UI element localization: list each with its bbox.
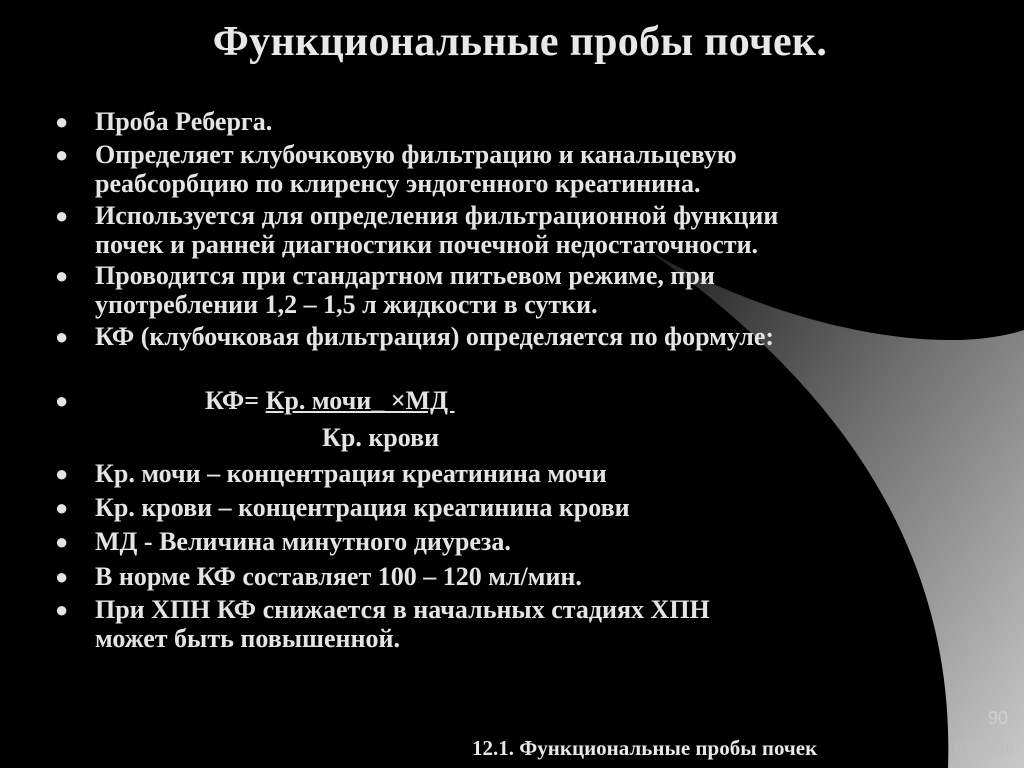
bullet-dot-icon: ● <box>55 324 69 349</box>
bullet-item <box>55 201 955 259</box>
bullet-text: При ХПН КФ снижается в начальных стадиях ХПН может быть повышенной. <box>95 595 710 653</box>
bullet-item <box>55 595 955 653</box>
bullet-text: Проба Реберга. <box>95 107 273 136</box>
bullet-text: Кр. мочи – концентрация креатинина мочи <box>95 459 607 488</box>
bullet-dot-icon: ● <box>55 461 69 486</box>
slide-date: 07.08.16 <box>954 738 1014 757</box>
bullet-dot-icon: ● <box>55 529 69 554</box>
bullet-text: Используется для определения фильтрационной функции почек и ранней диагностики почечной недостаточности. <box>95 201 779 259</box>
bullet-text: В норме КФ составляет 100 – 120 мл/мин. <box>95 562 582 591</box>
bullet-item <box>55 493 955 522</box>
bullet-item <box>55 140 955 198</box>
bullet-item <box>55 261 955 319</box>
bullet-text: Определяет клубочковую фильтрацию и канальцевую реабсорбцию по клиренсу эндогенного креатинина. <box>95 140 737 198</box>
footer-title: 12.1. Функциональные пробы почек <box>472 736 818 760</box>
page-number: 90 <box>987 708 1008 728</box>
bullet-dot-icon: ● <box>55 564 69 589</box>
bullet-item <box>55 322 955 351</box>
formula-denominator: Кр. крови <box>322 423 440 452</box>
bullet-text: КФ (клубочковая фильтрация) определяется по формуле: <box>95 322 775 351</box>
bullet-dot-icon: ● <box>55 203 69 228</box>
bullet-dot-icon: ● <box>55 109 69 134</box>
bullet-dot-icon: ● <box>55 495 69 520</box>
slide-title: Функциональные пробы почек. <box>212 19 828 65</box>
bullet-item <box>55 562 955 591</box>
bullet-dot-icon: ● <box>55 388 69 413</box>
bullet-item <box>55 459 955 488</box>
bullet-text: Проводится при стандартном питьевом режиме, при употреблении 1,2 – 1,5 л жидкости в сутки. <box>95 261 715 319</box>
bullet-dot-icon: ● <box>55 142 69 167</box>
bullet-text: Кр. крови – концентрация креатинина крови <box>95 493 630 522</box>
formula-numerator-text: Кр. мочи_ ×МД <box>265 386 455 415</box>
formula-numerator <box>205 386 454 416</box>
bullet-dot-icon: ● <box>55 597 69 622</box>
formula-prefix: КФ= <box>205 386 266 415</box>
bullet-item <box>55 107 955 136</box>
bullet-item <box>55 527 955 556</box>
bullet-text: МД - Величина минутного диуреза. <box>95 527 511 556</box>
bullet-dot-icon: ● <box>55 263 69 288</box>
